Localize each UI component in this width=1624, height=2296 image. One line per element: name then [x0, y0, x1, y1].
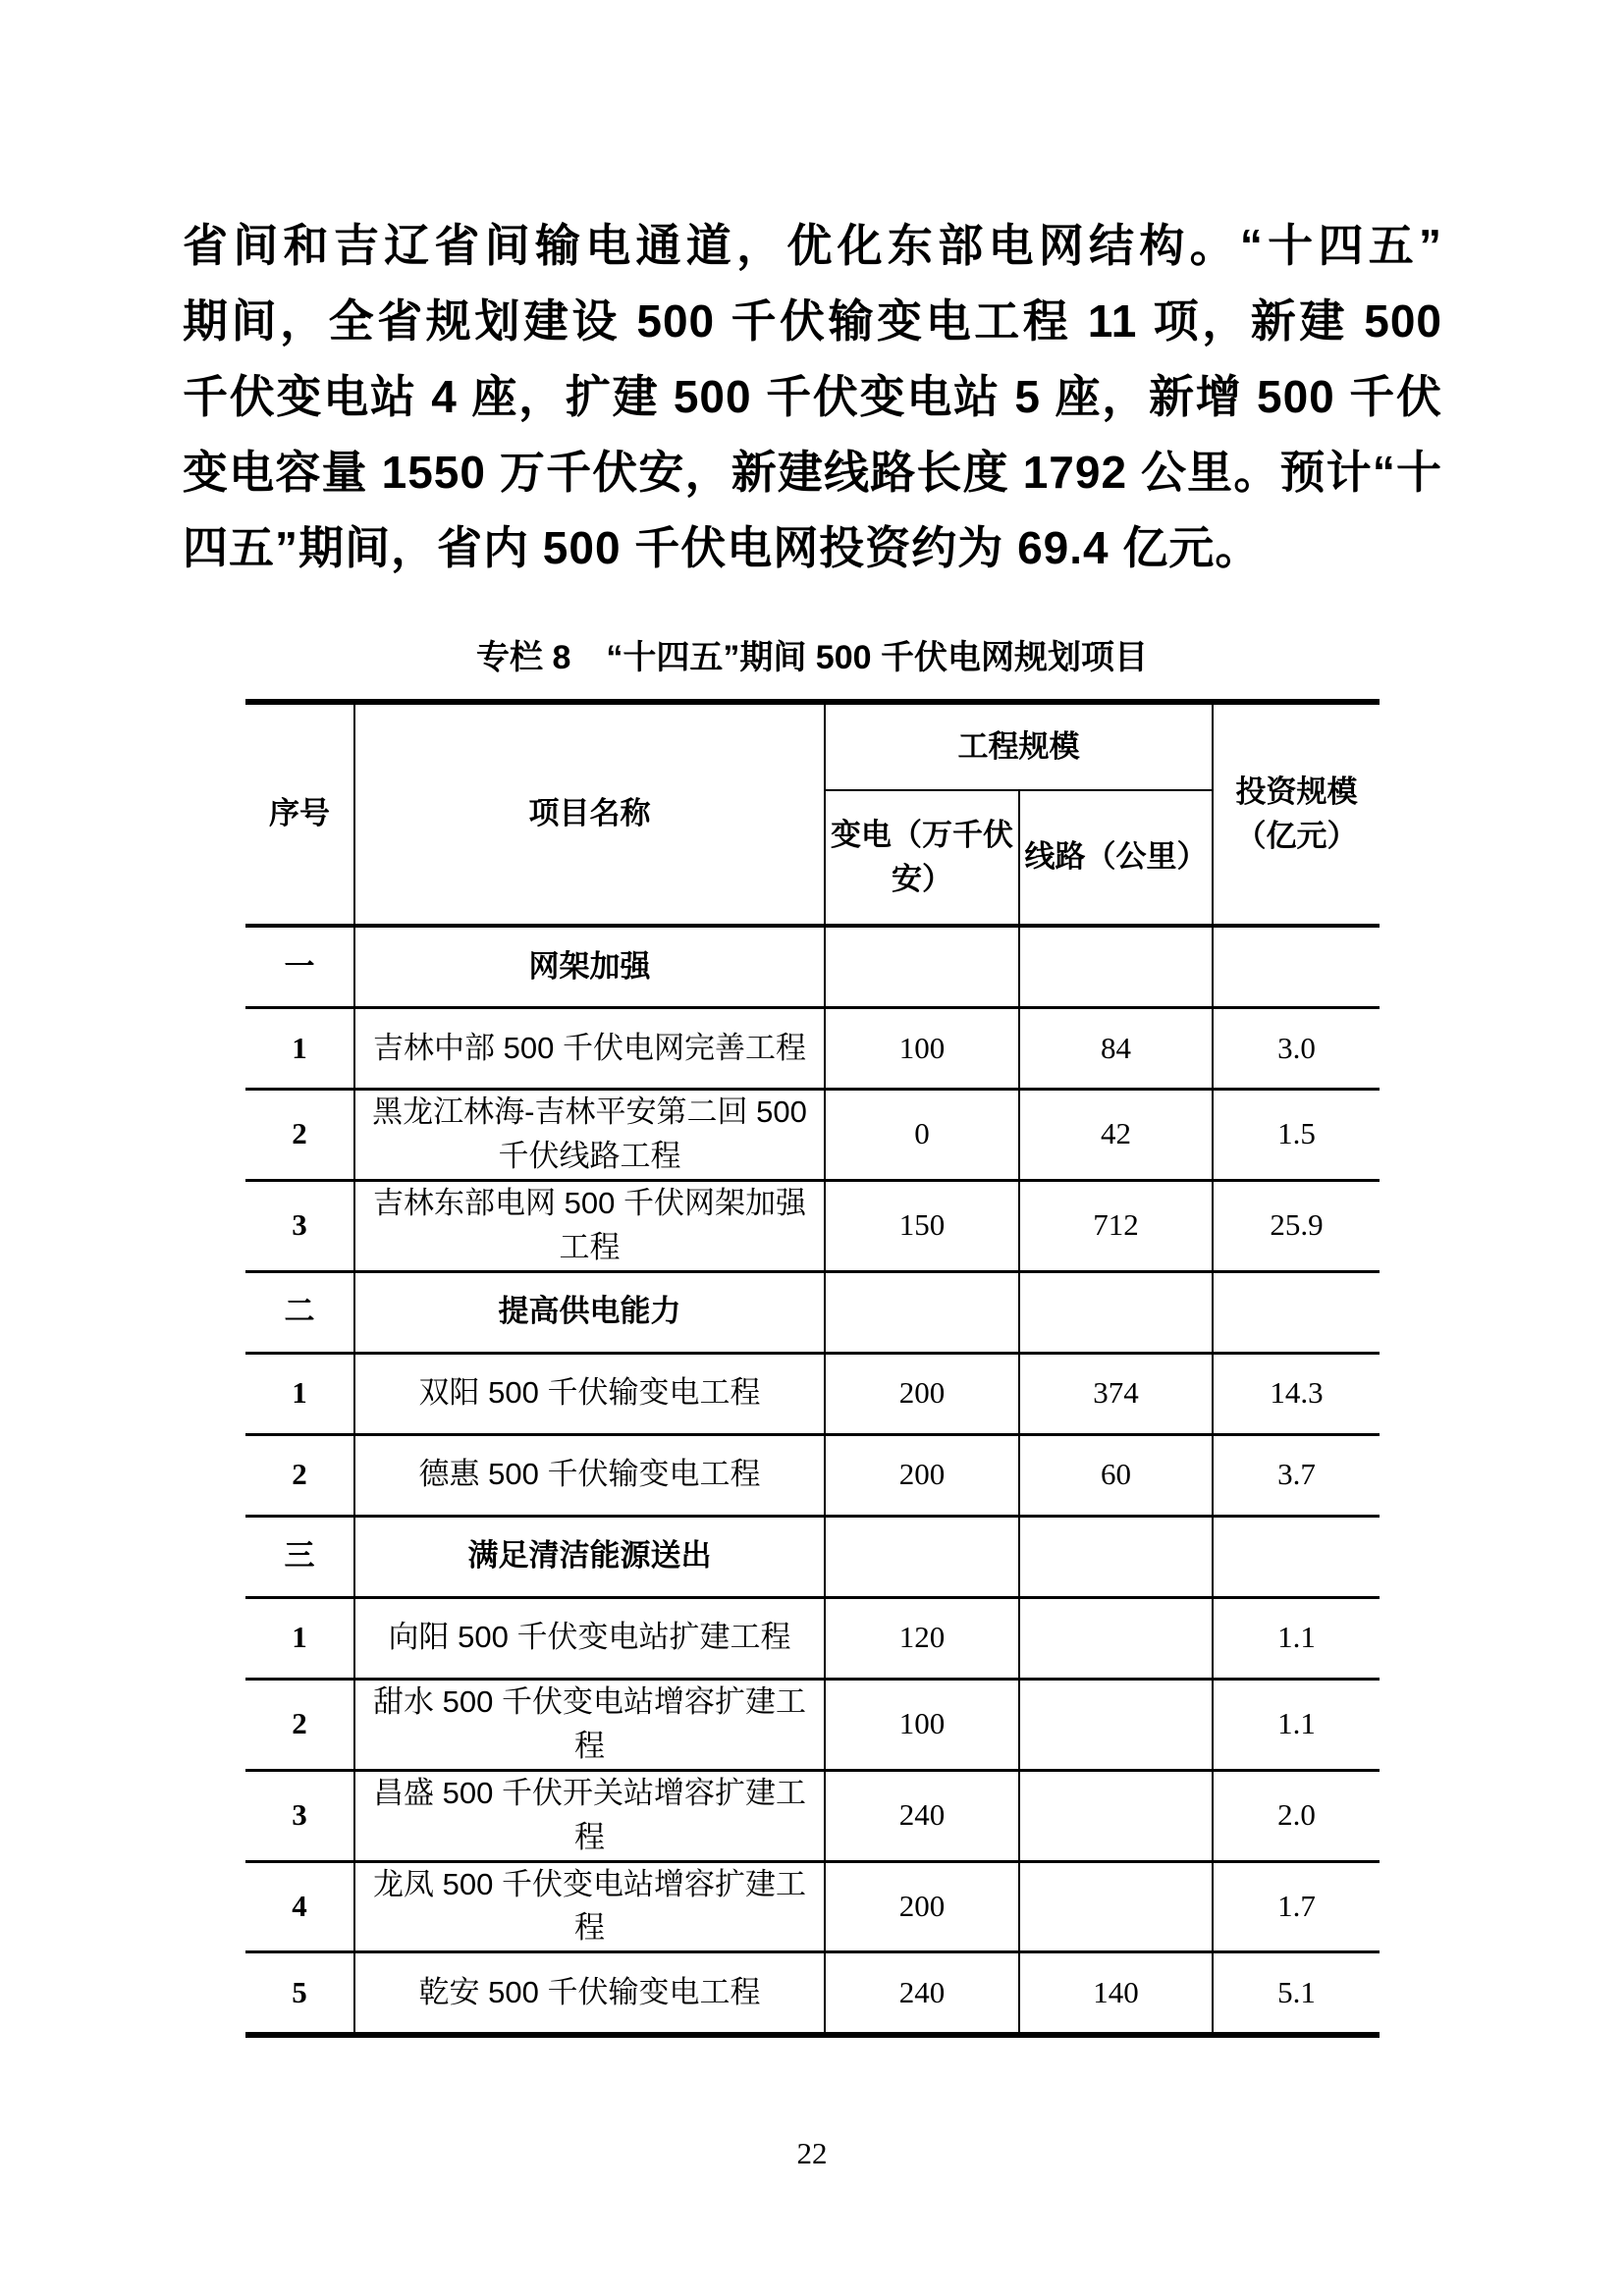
cell-line — [1019, 1861, 1213, 1952]
cell-substation — [825, 1271, 1019, 1353]
cell-name: 龙凤 500 千伏变电站增容扩建工程 — [354, 1861, 825, 1952]
cell-name: 满足清洁能源送出 — [354, 1516, 825, 1597]
cell-no: 3 — [245, 1770, 354, 1861]
cell-investment: 1.1 — [1213, 1679, 1380, 1770]
cell-substation: 0 — [825, 1090, 1019, 1181]
cell-investment — [1213, 1516, 1380, 1597]
cell-name: 乾安 500 千伏输变电工程 — [354, 1952, 825, 2036]
cell-line: 84 — [1019, 1008, 1213, 1090]
table-row — [245, 1008, 1380, 1090]
cell-name: 黑龙江林海-吉林平安第二回 500 千伏线路工程 — [354, 1090, 825, 1181]
body-paragraph — [183, 208, 1442, 586]
header-no: 序号 — [245, 702, 354, 926]
cell-name: 提高供电能力 — [354, 1271, 825, 1353]
cell-investment: 14.3 — [1213, 1353, 1380, 1434]
cell-line: 60 — [1019, 1434, 1213, 1516]
cell-line: 712 — [1019, 1180, 1213, 1271]
cell-line — [1019, 1679, 1213, 1770]
cell-substation: 200 — [825, 1353, 1019, 1434]
table-title-label: 专栏 8 — [476, 639, 571, 676]
projects-table — [245, 699, 1380, 2038]
cell-line — [1019, 1770, 1213, 1861]
cell-no: 1 — [245, 1353, 354, 1434]
cell-substation: 200 — [825, 1861, 1019, 1952]
cell-investment: 25.9 — [1213, 1180, 1380, 1271]
table-row — [245, 1090, 1380, 1181]
cell-no: 二 — [245, 1271, 354, 1353]
cell-name: 昌盛 500 千伏开关站增容扩建工程 — [354, 1770, 825, 1861]
cell-no: 3 — [245, 1180, 354, 1271]
cell-name: 甜水 500 千伏变电站增容扩建工程 — [354, 1679, 825, 1770]
cell-no: 一 — [245, 926, 354, 1008]
header-investment: 投资规模（亿元） — [1213, 702, 1380, 926]
cell-investment: 1.7 — [1213, 1861, 1380, 1952]
cell-investment: 5.1 — [1213, 1952, 1380, 2036]
table-row — [245, 1952, 1380, 2036]
paragraph-line-3: 千伏变电站 4 座，扩建 500 千伏变电站 5 座，新增 500 千伏 — [183, 371, 1442, 422]
cell-no: 5 — [245, 1952, 354, 2036]
table-section-row — [245, 1271, 1380, 1353]
paragraph-line-1: 省间和吉辽省间输电通道，优化东部电网结构。“十四五” — [183, 220, 1442, 271]
table-header-row-1 — [245, 702, 1380, 790]
cell-line — [1019, 1597, 1213, 1679]
table-row — [245, 1597, 1380, 1679]
cell-investment: 3.7 — [1213, 1434, 1380, 1516]
table-row — [245, 1353, 1380, 1434]
cell-investment — [1213, 926, 1380, 1008]
header-line: 线路（公里） — [1019, 790, 1213, 926]
table-row — [245, 1679, 1380, 1770]
cell-line — [1019, 926, 1213, 1008]
cell-substation — [825, 1516, 1019, 1597]
cell-line: 42 — [1019, 1090, 1213, 1181]
cell-investment: 3.0 — [1213, 1008, 1380, 1090]
cell-no: 1 — [245, 1597, 354, 1679]
cell-name: 吉林东部电网 500 千伏网架加强工程 — [354, 1180, 825, 1271]
cell-substation: 100 — [825, 1679, 1019, 1770]
header-name: 项目名称 — [354, 702, 825, 926]
cell-name: 向阳 500 千伏变电站扩建工程 — [354, 1597, 825, 1679]
cell-no: 4 — [245, 1861, 354, 1952]
header-substation: 变电（万千伏安） — [825, 790, 1019, 926]
cell-name: 网架加强 — [354, 926, 825, 1008]
cell-no: 1 — [245, 1008, 354, 1090]
header-scale-group: 工程规模 — [825, 702, 1213, 790]
table-row — [245, 1434, 1380, 1516]
cell-line — [1019, 1271, 1213, 1353]
paragraph-line-4: 变电容量 1550 万千伏安，新建线路长度 1792 公里。预计“十 — [183, 447, 1442, 498]
cell-investment: 2.0 — [1213, 1770, 1380, 1861]
table-row — [245, 1861, 1380, 1952]
cell-no: 2 — [245, 1679, 354, 1770]
cell-investment — [1213, 1271, 1380, 1353]
cell-line — [1019, 1516, 1213, 1597]
cell-substation: 240 — [825, 1770, 1019, 1861]
table-title-text: “十四五”期间 500 千伏电网规划项目 — [606, 639, 1148, 676]
cell-no: 2 — [245, 1434, 354, 1516]
paragraph-line-5: 四五”期间，省内 500 千伏电网投资约为 69.4 亿元。 — [183, 522, 1262, 573]
cell-substation: 100 — [825, 1008, 1019, 1090]
cell-name: 吉林中部 500 千伏电网完善工程 — [354, 1008, 825, 1090]
cell-substation: 150 — [825, 1180, 1019, 1271]
cell-no: 三 — [245, 1516, 354, 1597]
cell-name: 德惠 500 千伏输变电工程 — [354, 1434, 825, 1516]
cell-line: 140 — [1019, 1952, 1213, 2036]
cell-name: 双阳 500 千伏输变电工程 — [354, 1353, 825, 1434]
cell-substation: 120 — [825, 1597, 1019, 1679]
table-row — [245, 1770, 1380, 1861]
cell-line: 374 — [1019, 1353, 1213, 1434]
cell-no: 2 — [245, 1090, 354, 1181]
table-section-row — [245, 1516, 1380, 1597]
cell-substation — [825, 926, 1019, 1008]
cell-substation: 200 — [825, 1434, 1019, 1516]
table-section-row — [245, 926, 1380, 1008]
table-row — [245, 1180, 1380, 1271]
cell-investment: 1.1 — [1213, 1597, 1380, 1679]
cell-investment: 1.5 — [1213, 1090, 1380, 1181]
table-title — [0, 630, 1624, 678]
paragraph-line-2: 期间，全省规划建设 500 千伏输变电工程 11 项，新建 500 — [183, 295, 1442, 347]
page-number: 22 — [796, 2136, 828, 2170]
cell-substation: 240 — [825, 1952, 1019, 2036]
